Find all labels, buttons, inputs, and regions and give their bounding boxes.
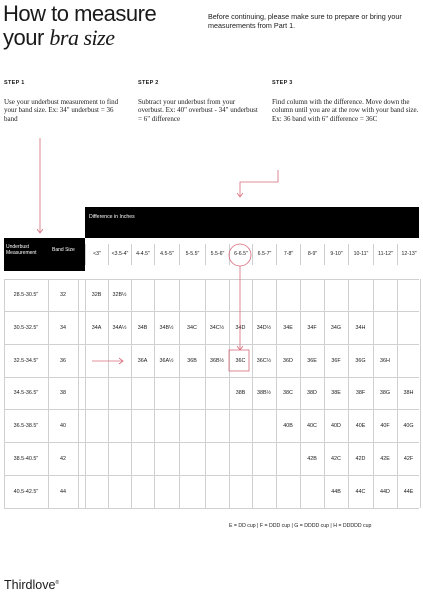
bra-size-cell: 40B (283, 423, 293, 429)
grid-column-line (78, 279, 79, 508)
underbust-range: 38.5-40.5" (13, 456, 39, 462)
difference-cell: 7-8" (276, 244, 300, 265)
bra-size-cell: 38F (355, 390, 366, 396)
bra-size-cell: 38E (331, 390, 341, 396)
difference-cell: 4.5-5" (154, 244, 179, 265)
step-1-arrow-head (37, 229, 43, 233)
bra-size-cell: 44C (355, 489, 366, 495)
step-2-text: Subtract your underbust from your overbust. Ex: 40" overbust - 34" underbust = 6" difference (138, 98, 258, 123)
bra-size-cell: 42D (355, 456, 366, 462)
bra-size-cell: 36A½ (159, 358, 174, 364)
difference-cell: <3.5-4" (108, 244, 131, 265)
bra-size-cell: 34B (137, 325, 148, 331)
bra-size-cell: 38D (307, 390, 317, 396)
difference-header-bar (85, 207, 419, 238)
bra-size-cell: 36B (187, 358, 197, 364)
bra-size-cell: 40F (380, 423, 390, 429)
grid-column-line (154, 279, 155, 508)
grid-row-line (4, 442, 419, 443)
brand-logo (4, 578, 59, 592)
grid-row-line (4, 279, 419, 280)
bra-size-cell: 44E (403, 489, 414, 495)
page-title (3, 2, 203, 50)
brand-mark: ® (55, 579, 60, 586)
bra-size-cell: 36A (137, 358, 148, 364)
grid-row-line (4, 409, 419, 410)
difference-cell: <3" (85, 244, 108, 265)
bra-size-cell: 40E (355, 423, 366, 429)
grid-column-line (179, 279, 180, 508)
grid-column-line (108, 279, 109, 508)
bra-size-cell: 40D (331, 423, 341, 429)
grid-row-line (4, 311, 419, 312)
grid-column-line (205, 279, 206, 508)
title-line-2 (3, 26, 203, 50)
underbust-range: 32.5-34.5" (13, 358, 39, 364)
bra-size-cell: 36G (355, 358, 366, 364)
bra-size-cell: 40C (307, 423, 317, 429)
difference-cell: 8-9" (300, 244, 324, 265)
step-3-title: STEP 3 (272, 80, 293, 86)
underbust-range: 28.5-30.5" (13, 292, 39, 298)
grid-row-line (4, 475, 419, 476)
band-size-header: Band Size (52, 247, 75, 253)
difference-cell: 10-11" (348, 244, 373, 265)
bra-size-cell: 36E (307, 358, 317, 364)
step-3-arrow-line (240, 170, 278, 196)
difference-cell: 12-13" (397, 244, 420, 265)
difference-row (85, 244, 419, 265)
grid-column-line (85, 279, 86, 508)
bra-size-cell: 34C (187, 325, 197, 331)
step-3-arrow-head (237, 193, 243, 197)
bra-size-cell: 42C (331, 456, 341, 462)
difference-cell: 9-10" (324, 244, 348, 265)
bra-size-cell: 36H (380, 358, 390, 364)
bra-size-cell: 42E (380, 456, 390, 462)
bra-size-cell: 34H (355, 325, 366, 331)
band-size: 44 (60, 489, 66, 495)
bra-size-cell: 40G (403, 423, 414, 429)
bra-size-cell: 34G (330, 325, 342, 331)
title-line-1: How to measure (3, 1, 157, 26)
difference-cell: 6.5-7" (252, 244, 276, 265)
band-size: 38 (60, 390, 66, 396)
bra-size-cell: 34D (235, 325, 246, 331)
difference-cell: 5-5.5" (179, 244, 205, 265)
grid-row-line (4, 377, 419, 378)
band-size: 42 (60, 456, 66, 462)
grid-row-line (4, 344, 419, 345)
difference-header-label: Difference in Inches (89, 214, 135, 220)
bra-size-cell: 32B (91, 292, 102, 298)
band-size: 36 (60, 358, 66, 364)
underbust-header: Underbust Measurement (6, 244, 37, 256)
bra-size-cell: 34A (91, 325, 102, 331)
brand-name: Thirdlove (4, 578, 56, 592)
bra-size-cell: 34C½ (209, 325, 225, 331)
grid-column-line (131, 279, 132, 508)
step-2-title: STEP 2 (138, 80, 159, 86)
underbust-range: 30.5-32.5" (13, 325, 39, 331)
underbust-range: 40.5-42.5" (13, 489, 39, 495)
bra-size-cell: 36C (235, 358, 246, 364)
bra-size-cell: 34B½ (159, 325, 174, 331)
bra-size-cell: 36C½ (256, 358, 272, 364)
underbust-range: 34.5-36.5" (13, 390, 39, 396)
bra-size-cell: 44B (331, 489, 341, 495)
size-grid (4, 279, 419, 508)
bra-size-cell: 38G (379, 390, 391, 396)
bra-size-cell: 36F (331, 358, 341, 364)
bra-size-cell: 36B½ (209, 358, 225, 364)
intro-text: Before continuing, please make sure to prepare or bring your measurements from Part 1. (208, 12, 402, 30)
band-size: 34 (60, 325, 66, 331)
bra-size-cell: 34A½ (112, 325, 127, 331)
title-line-2-emphasis: bra size (49, 25, 115, 50)
bra-size-cell: 34F (307, 325, 317, 331)
bra-size-cell: 38B (235, 390, 246, 396)
grid-row-line (4, 508, 419, 509)
bra-size-cell: 32B½ (112, 292, 127, 298)
difference-cell: 11-12" (373, 244, 397, 265)
bra-size-cell: 42F (403, 456, 414, 462)
cup-legend: E = DD cup | F = DDD cup | G = DDDD cup | H = DDDDD cup (229, 523, 372, 529)
underbust-range: 36.5-38.5" (13, 423, 39, 429)
bra-size-cell: 34E (283, 325, 293, 331)
band-size: 32 (60, 292, 66, 298)
bra-size-cell: 38B½ (256, 390, 272, 396)
bra-size-cell: 44D (380, 489, 390, 495)
band-size: 40 (60, 423, 66, 429)
bra-size-cell: 34D½ (256, 325, 272, 331)
bra-size-cell: 38H (403, 390, 414, 396)
grid-column-line (420, 279, 421, 508)
title-line-2-prefix: your (3, 25, 50, 50)
difference-cell: 4-4.5" (131, 244, 154, 265)
bra-size-cell: 42B (307, 456, 317, 462)
bra-size-cell: 36D (283, 358, 293, 364)
bra-size-cell: 38C (283, 390, 293, 396)
difference-cell: 6-6.5" (229, 244, 252, 265)
step-3-text: Find column with the difference. Move down the column until you are at the row with your band size. Ex: 36 band with 6" difference = 36C (272, 98, 419, 123)
left-header-bar (4, 238, 85, 271)
step-1-title: STEP 1 (4, 80, 25, 86)
difference-cell: 5.5-6" (205, 244, 229, 265)
step-1-text: Use your underbust measurement to find your band size. Ex: 34" underbust = 36 band (4, 98, 119, 123)
